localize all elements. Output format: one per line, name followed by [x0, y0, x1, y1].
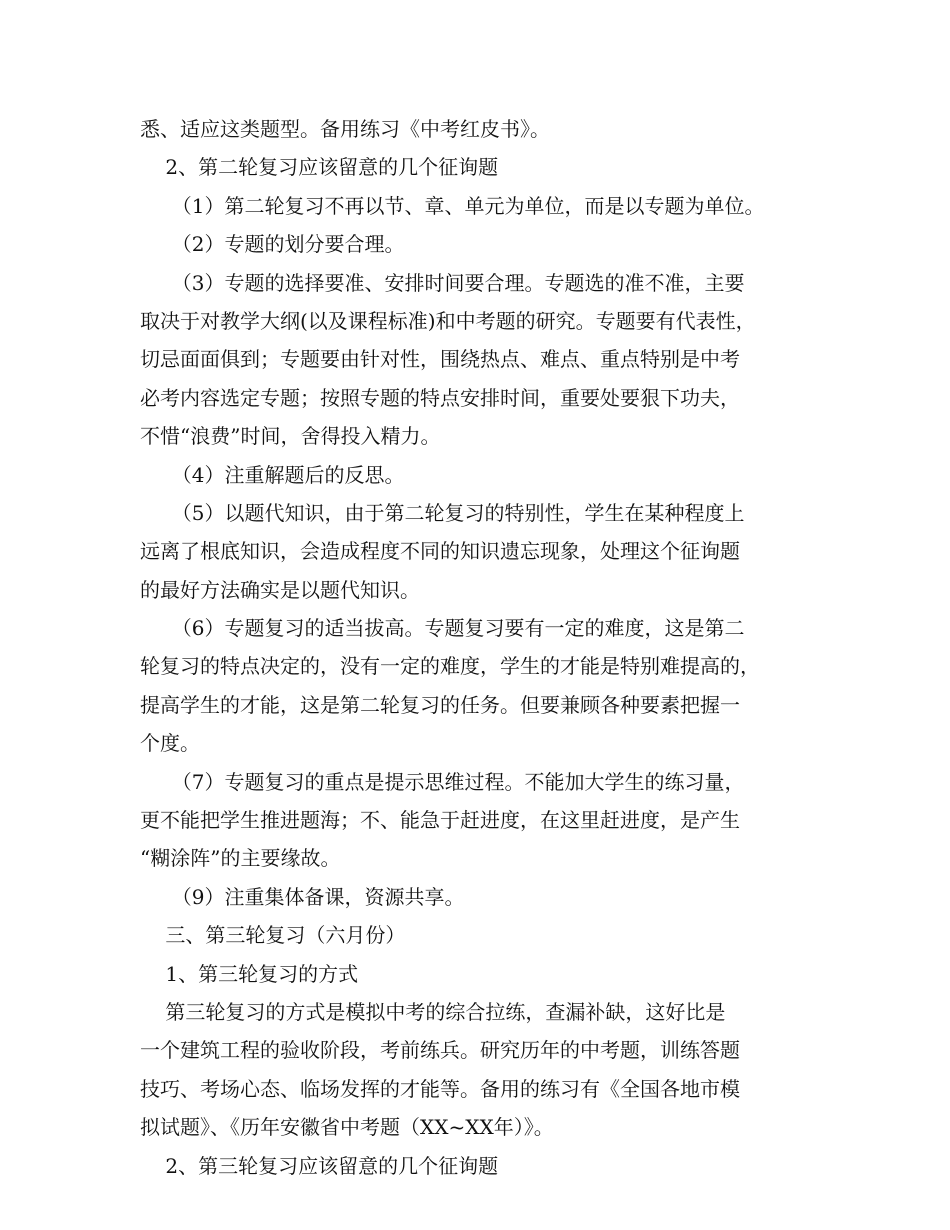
- text-line: 提高学生的才能，这是第二轮复习的任务。但要兼顾各种要素把握一: [140, 692, 740, 717]
- text-line: 悉、适应这类题型。备用练习《中考红皮书》。: [140, 117, 550, 141]
- text-line: 必考内容选定专题；按照专题的特点安排时间，重要处要狠下功夫，: [140, 385, 740, 410]
- list-item: （3）专题的选择要准、安排时间要合理。专题选的准不准，主要: [140, 270, 745, 295]
- list-item: （9）注重集体备课，资源共享。: [140, 884, 465, 909]
- text-line: 轮复习的特点决定的，没有一定的难度，学生的才能是特别难提高的，: [140, 654, 760, 679]
- text-line: 更不能把学生推进题海；不、能急于赶进度，在这里赶进度，是产生: [140, 808, 740, 833]
- list-item: （5）以题代知识，由于第二轮复习的特别性，学生在某种程度上: [140, 500, 745, 525]
- list-item: （2）专题的划分要合理。: [140, 232, 405, 257]
- text-line: 拟试题》、《历年安徽省中考题（XX~XX年）》。: [140, 1115, 554, 1140]
- text-line: 一个建筑工程的验收阶段，考前练兵。研究历年的中考题，训练答题: [140, 1038, 740, 1063]
- list-item: （7）专题复习的重点是提示思维过程。不能加大学生的练习量，: [140, 769, 745, 794]
- text-line: 不惜“浪费”时间，舍得投入精力。: [140, 424, 441, 449]
- text-line: 技巧、考场心态、临场发挥的才能等。备用的练习有《全国各地市模: [140, 1076, 740, 1101]
- text-line: 远离了根底知识，会造成程度不同的知识遗忘现象，处理这个征询题: [140, 539, 740, 564]
- subsection-heading: 2、第三轮复习应该留意的几个征询题: [140, 1153, 499, 1178]
- text-line: 切忌面面俱到；专题要由针对性，围绕热点、难点、重点特别是中考: [140, 347, 740, 372]
- list-item: （4）注重解题后的反思。: [140, 462, 405, 487]
- list-item: （6）专题复习的适当拔高。专题复习要有一定的难度，这是第二: [140, 616, 745, 641]
- section-heading: 2、第二轮复习应该留意的几个征询题: [140, 155, 499, 180]
- text-line: 取决于对教学大纲(以及课程标准)和中考题的研究。专题要有代表性，: [140, 308, 756, 333]
- list-item: （1）第二轮复习不再以节、章、单元为单位，而是以专题为单位。: [140, 193, 765, 218]
- text-line: “糊涂阵”的主要缘故。: [140, 846, 341, 871]
- subsection-heading: 1、第三轮复习的方式: [140, 961, 359, 986]
- document-body: [140, 110, 820, 1185]
- text-line: 的最好方法确实是以题代知识。: [140, 577, 420, 602]
- section-heading: 三、第三轮复习（六月份）: [140, 923, 406, 948]
- text-line: 第三轮复习的方式是模拟中考的综合拉练，查漏补缺，这好比是: [140, 999, 726, 1024]
- text-line: 个度。: [140, 731, 200, 756]
